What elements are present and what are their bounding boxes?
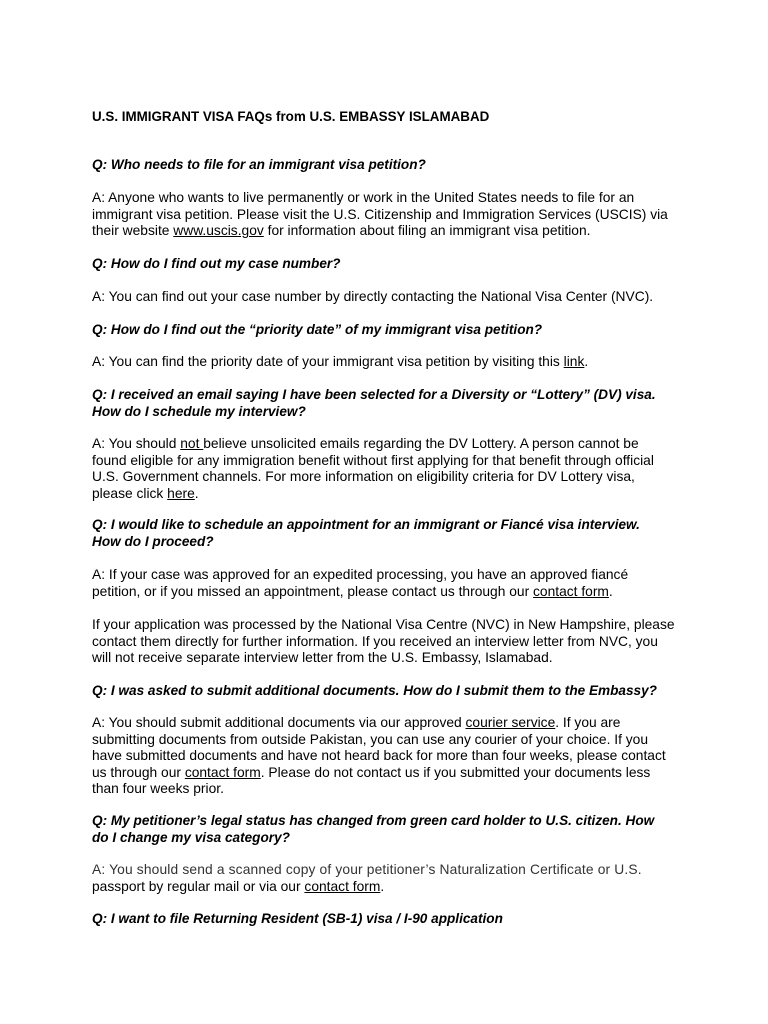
answer-who-needs-petition: A: Anyone who wants to live permanently or work in the United States needs to file for an immigrant visa petition. Please visit the U.S. Citizenship and Immigration Services (USCIS) via their website www.uscis.gov for information about filing an immigrant visa petition. <box>92 190 668 239</box>
answer-schedule-appointment: A: If your case was approved for an expedited processing, you have an approved fiancé petition, or if you missed an appointment, please contact us through our contact form. <box>92 567 629 599</box>
answer-petitioner-status: A: You should send a scanned copy of your petitioner’s Naturalization Certificate or U.S. passport by regular mail or via our contact form. <box>92 862 642 894</box>
document-title: U.S. IMMIGRANT VISA FAQs from U.S. EMBASSY ISLAMABAD <box>92 109 490 124</box>
answer-dv-lottery-email: A: You should not believe unsolicited emails regarding the DV Lottery. A person cannot be found eligible for any immigration benefit without first applying for that benefit through official U.S. Government channels. For more information on eligibility criteria for DV Lottery visa, please click here. <box>92 436 654 501</box>
question-dv-lottery-email: Q: I received an email saying I have been selected for a Diversity or “Lottery” (DV) visa. How do I schedule my interview? <box>92 387 656 419</box>
question-petitioner-status: Q: My petitioner’s legal status has changed from green card holder to U.S. citizen. How do I change my visa category? <box>92 813 655 845</box>
contact-form-link[interactable]: contact form <box>184 764 261 780</box>
answer-priority-date: A: You can find the priority date of your immigrant visa petition by visiting this link. <box>92 354 589 369</box>
answer-schedule-appointment-nvc: If your application was processed by the National Visa Centre (NVC) in New Hampshire, please contact them directly for further information. If you received an interview letter from NVC, you will not receive separate interview letter from the U.S. Embassy, Islamabad. <box>92 617 675 666</box>
question-returning-resident: Q: I want to file Returning Resident (SB-1) visa / I-90 application <box>92 911 503 926</box>
question-schedule-appointment: Q: I would like to schedule an appointment for an immigrant or Fiancé visa interview. How do I proceed? <box>92 517 640 549</box>
question-case-number: Q: How do I find out my case number? <box>92 256 341 271</box>
uscis-website-link[interactable]: www.uscis.gov <box>173 223 264 239</box>
priority-date-link[interactable]: link <box>563 354 585 369</box>
dv-lottery-here-link[interactable]: here <box>167 485 195 501</box>
emphasis-not: not <box>180 436 204 451</box>
contact-form-link[interactable]: contact form <box>304 878 381 894</box>
courier-service-link[interactable]: courier service <box>465 715 556 730</box>
question-priority-date: Q: How do I find out the “priority date” of my immigrant visa petition? <box>92 322 543 337</box>
question-who-needs-petition: Q: Who needs to file for an immigrant visa petition? <box>92 157 426 172</box>
question-additional-documents: Q: I was asked to submit additional documents. How do I submit them to the Embassy? <box>92 683 657 698</box>
answer-case-number: A: You can find out your case number by directly contacting the National Visa Center (NVC). <box>92 289 654 304</box>
contact-form-link[interactable]: contact form <box>533 583 609 599</box>
answer-additional-documents: A: You should submit additional documents via our approved courier service. If you are submitting documents from outside Pakistan, you can use any courier of your choice. If you have submitted documents and have not heard back for more than four weeks, please contact us through our contact form. Please do not contact us if you submitted your documents less than four weeks prior. <box>92 715 666 797</box>
